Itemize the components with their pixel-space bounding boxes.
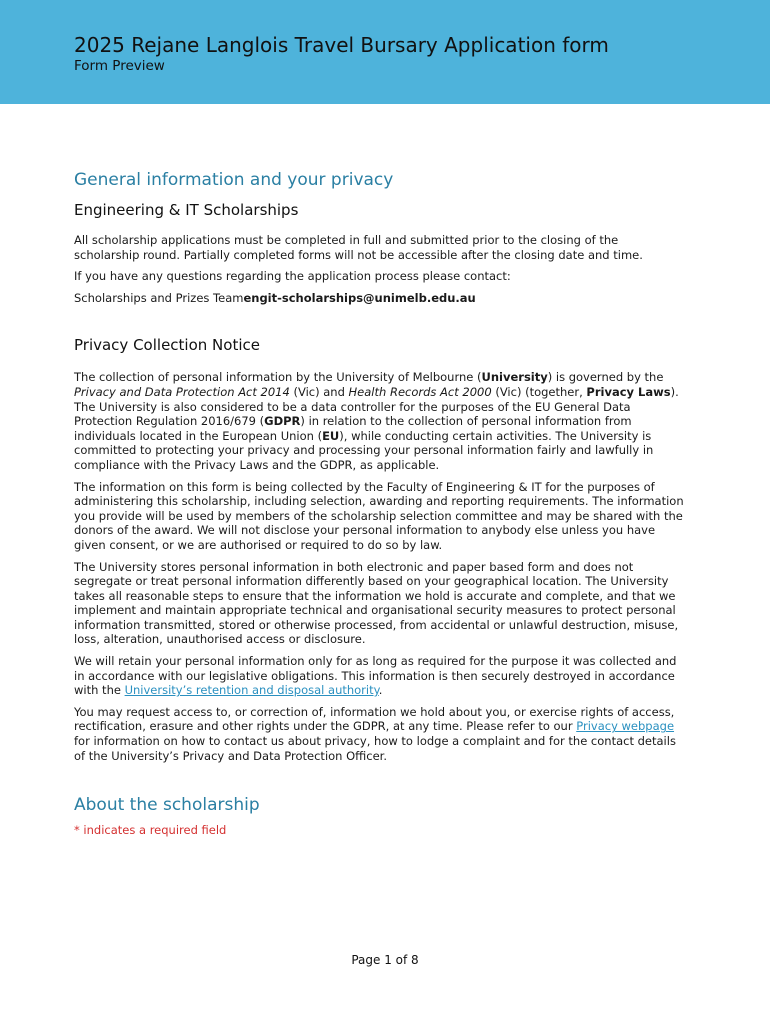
questions-paragraph: If you have any questions regarding the application process please contact:: [74, 269, 511, 284]
contact-paragraph: [74, 291, 686, 306]
form-header: [0, 0, 770, 104]
privacy-paragraph-5: You may request access to, or correction of, information we hold about you, or exercise rights of access, rectification, erasure and other rights under the GDPR, at any time. Please refer to our Privacy webpage for information on how to contact us about privacy, how to lodge a complaint and for the contact details of the University’s Privacy and Data Protection Officer.: [74, 704, 676, 763]
privacy-heading: Privacy Collection Notice: [74, 336, 260, 355]
form-content: [74, 170, 686, 837]
privacy-paragraph-3: The University stores personal information in both electronic and paper based form and does not segregate or treat personal information differently based on your geographical location. The University takes all reasonable steps to ensure that the information we hold is accurate and complete, and that we implement and maintain appropriate technical and organisational security measures to protect personal information transmitted, stored or otherwise processed, from accidental or unlawful destruction, misuse, loss, alteration, unauthorised access or disclosure.: [74, 559, 679, 647]
retention-authority-link[interactable]: University’s retention and disposal authority: [124, 683, 379, 698]
privacy-paragraph-2: The information on this form is being collected by the Faculty of Engineering & IT for the purposes of administering this scholarship, including selection, awarding and reporting requirements. The information you provide will be used by members of the scholarship selection committee and may be shared with the donors of the award. We will not disclose your personal information to anybody else unless you have given consent, or we are authorised or required to do so by law.: [74, 479, 684, 552]
privacy-paragraph-1: The collection of personal information by the University of Melbourne (University) is governed by the Privacy and Data Protection Act 2014 (Vic) and Health Records Act 2000 (Vic) (together, Privacy Laws). The University is also considered to be a data controller for the purposes of the EU General Data Protection Regulation 2016/679 (GDPR) in relation to the collection of personal information from individuals located in the European Union (EU), while conducting certain activities. The University is committed to protecting your privacy and processing your personal information fairly and lawfully in compliance with the Privacy Laws and the GDPR, as applicable.: [74, 370, 679, 472]
contact-label: Scholarships and Prizes Team: [74, 290, 244, 305]
intro-paragraph: All scholarship applications must be completed in full and submitted prior to the closing of the scholarship round. Partially completed forms will not be accessible after the closing date and time.: [74, 233, 643, 262]
required-field-note: * indicates a required field: [74, 823, 227, 838]
form-title: 2025 Rejane Langlois Travel Bursary Application form: [74, 33, 609, 57]
form-subtitle: Form Preview: [74, 58, 165, 74]
section-heading-general: General information and your privacy: [74, 170, 394, 190]
privacy-webpage-link[interactable]: Privacy webpage: [576, 719, 675, 734]
page-number: Page 1 of 8: [351, 953, 419, 967]
contact-email: engit-scholarships@unimelb.edu.au: [243, 290, 476, 305]
section-subheading: Engineering & IT Scholarships: [74, 201, 299, 219]
privacy-paragraph-4: We will retain your personal information only for as long as required for the purpose it was collected and in accordance with our legislative obligations. This information is then securely destroyed in accordance with the University’s retention and disposal authority.: [74, 654, 677, 698]
about-scholarship-heading: About the scholarship: [74, 795, 260, 816]
